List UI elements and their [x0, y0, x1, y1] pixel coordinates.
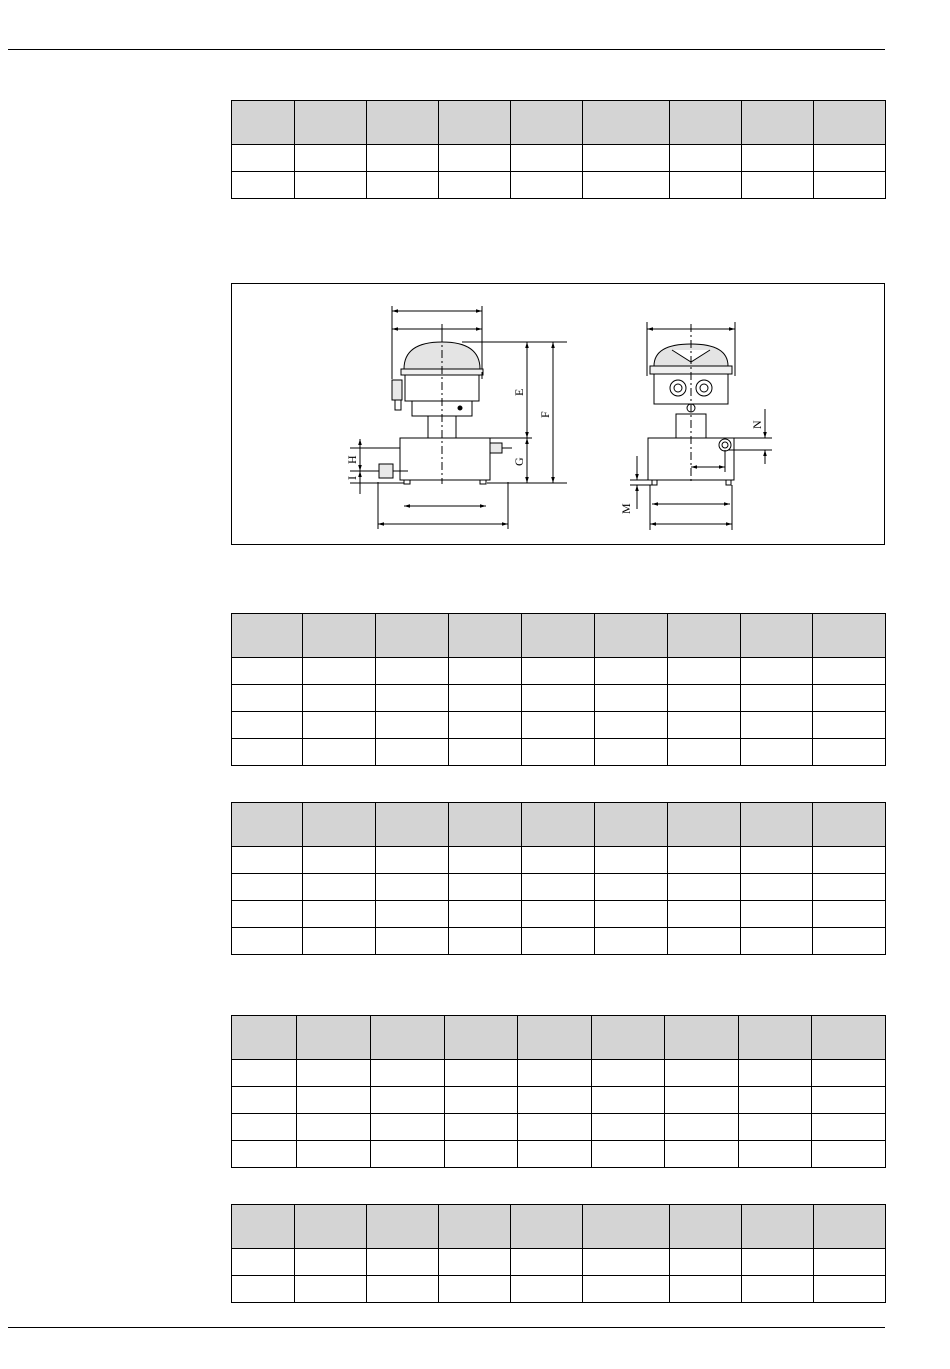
- table-header-row: [232, 614, 886, 658]
- dimension-table-3: [231, 802, 886, 955]
- table-row: [232, 1087, 886, 1114]
- dimension-table-2: [231, 613, 886, 766]
- table-row: [232, 172, 886, 199]
- dim-label-n: N: [750, 420, 764, 429]
- table-row: [232, 901, 886, 928]
- dim-label-i: I: [345, 476, 359, 480]
- table-header-row: [232, 803, 886, 847]
- table-header-row: [232, 1205, 886, 1249]
- table-row: [232, 1141, 886, 1168]
- dim-label-f: F: [538, 411, 552, 418]
- dimension-table-5: [231, 1204, 886, 1303]
- table-row: [232, 685, 886, 712]
- dimension-table-1: [231, 100, 886, 199]
- table-row: [232, 145, 886, 172]
- table-row: [232, 712, 886, 739]
- front-view: [350, 306, 567, 529]
- table-row: [232, 874, 886, 901]
- dim-label-h: H: [345, 455, 359, 464]
- dimension-drawing-svg: [232, 284, 884, 544]
- dim-label-e: E: [512, 388, 526, 396]
- table-row: [232, 739, 886, 766]
- dimension-table-4: [231, 1015, 886, 1168]
- dim-label-g: G: [512, 457, 526, 466]
- table-row: [232, 1249, 886, 1276]
- table-header-row: [232, 1016, 886, 1060]
- table-header-row: [232, 101, 886, 145]
- dim-label-m: M: [619, 503, 633, 514]
- table-row: [232, 847, 886, 874]
- table-row: [232, 1060, 886, 1087]
- table-row: [232, 928, 886, 955]
- table-row: [232, 1276, 886, 1303]
- table-row: [232, 658, 886, 685]
- table-row: [232, 1114, 886, 1141]
- footer-rule: [8, 1327, 885, 1328]
- dimension-drawing: [231, 283, 885, 545]
- header-rule: [8, 49, 885, 50]
